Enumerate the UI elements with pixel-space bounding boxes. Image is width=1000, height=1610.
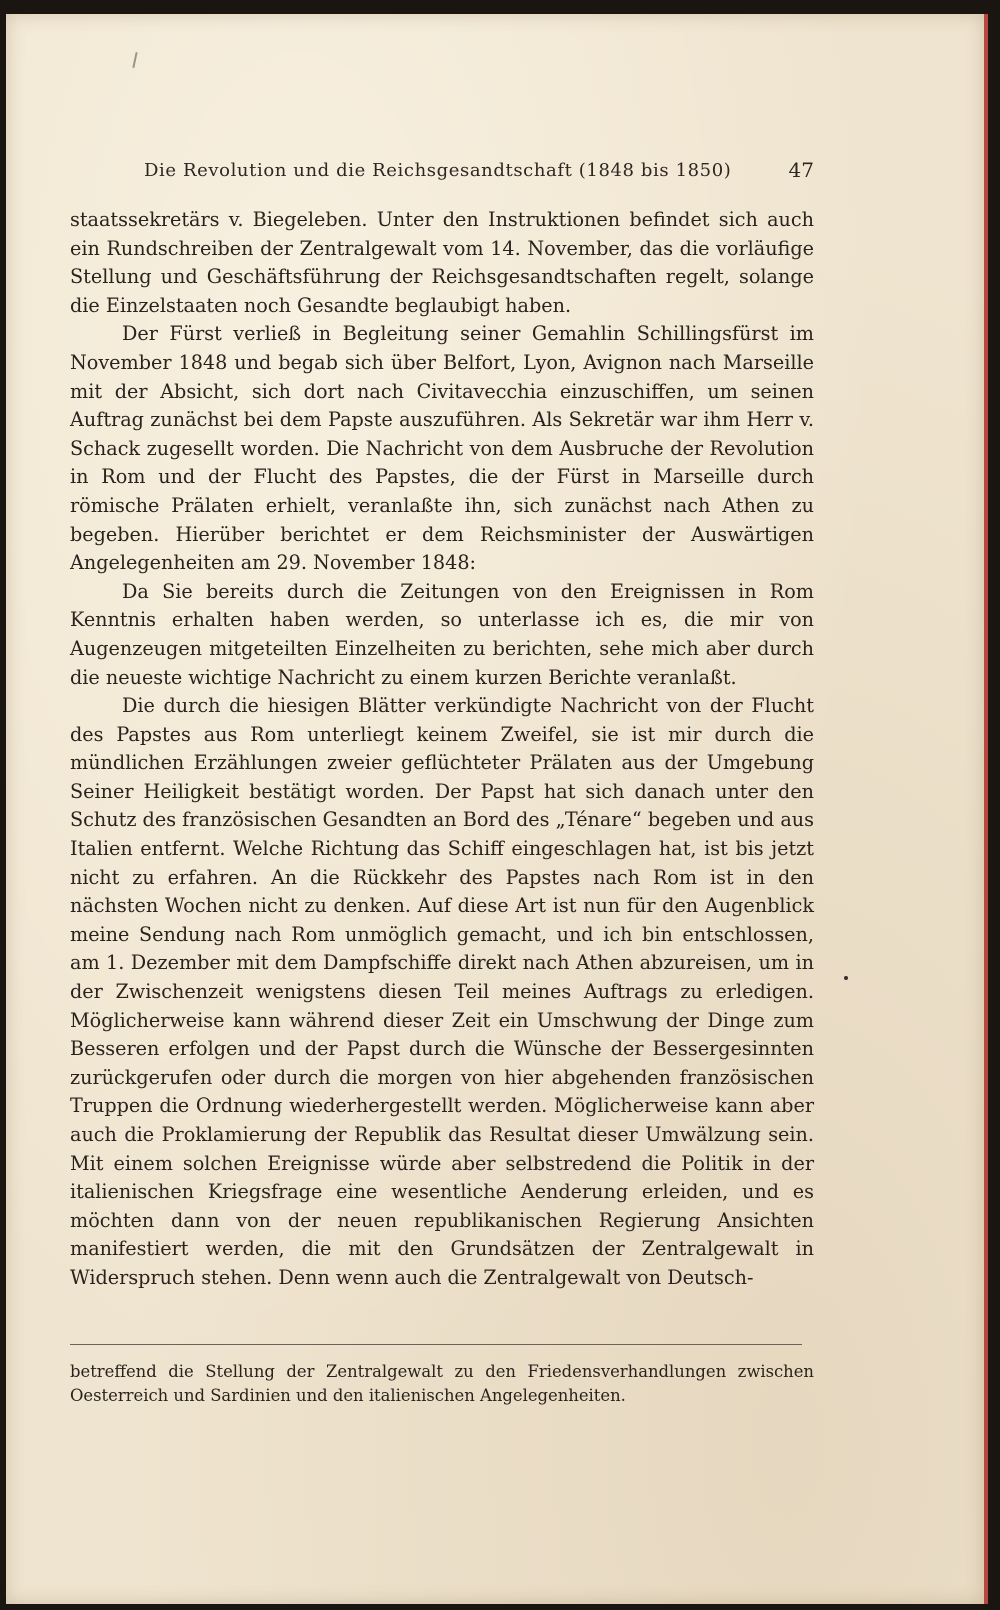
margin-dot: [844, 976, 848, 980]
book-page: [6, 14, 988, 1604]
body-text: [70, 206, 814, 1293]
page-header: [144, 156, 814, 186]
footnote: betreffend die Stellung der Zentralgewalt zu den Friedensverhandlungen zwischen Oesterreich und Sardinien und den italienischen Angelegenheiten.: [70, 1362, 814, 1405]
footnote-divider: [70, 1344, 802, 1345]
quote-paragraph: Da Sie bereits durch die Zeitungen von den Ereignissen in Rom Kenntnis erhalten haben werden, so unterlasse ich es, die mir von Augenzeugen mitgeteilten Einzelheiten zu berichten, sehe mich aber durch die neueste wichtige Nachricht zu einem kurzen Berichte veranlaßt.: [70, 579, 814, 689]
page-number: 47: [788, 158, 814, 182]
running-title: Die Revolution und die Reichsgesandtschaft (1848 bis 1850): [144, 160, 732, 181]
paragraph-continuation: staatssekretärs v. Biegeleben. Unter den Instruktionen befindet sich auch ein Rundschreiben der Zentralgewalt vom 14. November, das die vorläufige Stellung und Geschäftsführung der Reichsgesandtschaften regelt, solange die Einzelstaaten noch Gesandte beglaubigt haben.: [70, 208, 814, 317]
pencil-mark: [132, 52, 137, 68]
paragraph-narrative: Der Fürst verließ in Begleitung seiner Gemahlin Schillingsfürst im November 1848 und begab sich über Belfort, Lyon, Avignon nach Marseille mit der Absicht, sich dort nach Civitavecchia einzuschiffen, um seinen Auftrag zunächst bei dem Papste auszuführen. Als Sekretär war ihm Herr v. Schack zugesellt worden. Die Nachricht von dem Ausbruche der Revolution in Rom und der Flucht des Papstes, die der Fürst in Marseille durch römische Prälaten erhielt, veranlaßte ihn, sich zunächst nach Athen zu begeben. Hierüber berichtet er dem Reichsminister der Auswärtigen Angelegenheiten am 29. November 1848:: [70, 322, 814, 575]
quote-paragraph: Die durch die hiesigen Blätter verkündigte Nachricht von der Flucht des Papstes aus Rom unterliegt keinem Zweifel, sie ist mir durch die mündlichen Erzählungen zweier geflüchteter Prälaten aus der Umgebung Seiner Heiligkeit bestätigt worden. Der Papst hat sich danach unter den Schutz des französischen Gesandten an Bord des „Ténare“ begeben und aus Italien entfernt. Welche Richtung das Schiff eingeschlagen hat, ist bis jetzt nicht zu erfahren. An die Rückkehr des Papstes nach Rom ist in den nächsten Wochen nicht zu denken. Auf diese Art ist nun für den Augenblick meine Sendung nach Rom unmöglich gemacht, und ich bin entschlossen, am 1. Dezember mit dem Dampfschiffe direkt nach Athen abzureisen, um in der Zwischenzeit wenigstens diesen Teil meines Auftrags zu erledigen. Möglicherweise kann während dieser Zeit ein Umschwung der Dinge zum Besseren erfolgen und der Papst durch die Wünsche der Bessergesinnten zurückgerufen oder durch die morgen von hier abgehenden französischen Truppen die Ordnung wiederhergestellt werden. Möglicherweise kann aber auch die Proklamierung der Republik das Resultat dieser Umwälzung sein. Mit einem solchen Ereignisse würde aber selbstredend die Politik in der italienischen Kriegsfrage eine wesentliche Aenderung erleiden, und es möchten dann von der neuen republikanischen Regierung Ansichten manifestiert werden, die mit den Grundsätzen der Zentralgewalt in Widerspruch stehen. Denn wenn auch die Zentralgewalt von Deutsch-: [70, 694, 814, 1289]
quoted-report: [70, 578, 814, 1293]
